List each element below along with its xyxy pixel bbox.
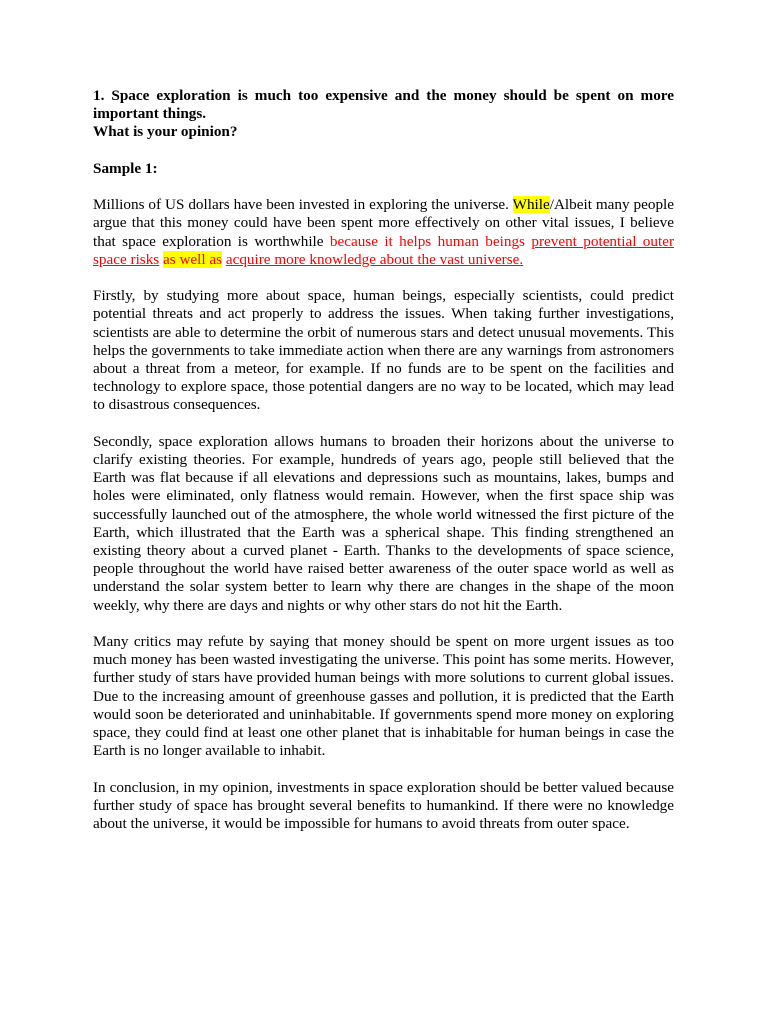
intro-text-start: Millions of US dollars have been invested in exploring the universe. [93,196,513,214]
intro-text-middle: /Albeit many people argue that this money could have been spent more effectively on other vital issues, I believe that space exploration is worthwhile [93,196,675,250]
conclusion-paragraph: In conclusion, in my opinion, investments in space exploration should be better valued because further study of space has brought several benefits to humankind. If there were no knowledge about the universe, it would be impossible for humans to avoid threats from outer space. [93,778,674,833]
intro-paragraph [93,196,674,269]
highlighted-as-well-as: as well as [163,250,223,268]
thesis-point-risks: prevent potential outer space risks [93,232,675,268]
sample-label: Sample 1: [93,159,158,177]
body-paragraph-secondly: Secondly, space exploration allows humans to broaden their horizons about the universe to clarify existing theories. For example, hundreds of years ago, people still believed that the Earth was flat because if all elevations and depressions such as mountains, lakes, bumps and holes were eliminated, only flatness would remain. However, when the first space ship was successfully launched out of the atmosphere, the whole world witnessed the first picture of the Earth, which illustrated that the Earth was a spherical shape. This finding strengthened an existing theory about a curved planet - Earth. Thanks to the developments of space science, people throughout the world have raised better awareness of the outer space world as well as understand the solar system better to learn why there are changes in the shape of the moon weekly, why there are days and nights or why other stars do not hit the Earth. [93,432,674,614]
question-text: 1. Space exploration is much too expensive and the money should be spent on more important things. [93,87,674,123]
thesis-reason-phrase: because it helps human beings [329,232,525,250]
essay-question [93,87,674,142]
thesis-point-knowledge: acquire more knowledge about the vast universe. [225,250,524,268]
question-prompt: What is your opinion? [93,123,238,141]
body-paragraph-firstly: Firstly, by studying more about space, human beings, especially scientists, could predict potential threats and act properly to address the issues. When taking further investigations, scientists are able to determine the orbit of numerous stars and detect unusual movements. This helps the governments to take immediate action when there are any warnings from astronomers about a threat from a meteor, for example. If no funds are to be spent on the facilities and technology to explore space, those potential dangers are no way to be located, which may lead to disastrous consequences. [93,287,674,414]
highlighted-while: While [512,196,550,214]
document-page [93,87,674,833]
body-paragraph-critics: Many critics may refute by saying that money should be spent on more urgent issues as too much money has been wasted investigating the universe. This point has some merits. However, further study of stars have provided human beings with more solutions to current global issues. Due to the increasing amount of greenhouse gasses and pollution, it is predicted that the Earth would soon be deteriorated and uninhabitable. If governments spend more money on exploring space, they could find at least one other planet that is inhabitable for human beings in case the Earth is no longer available to inhabit. [93,633,674,760]
